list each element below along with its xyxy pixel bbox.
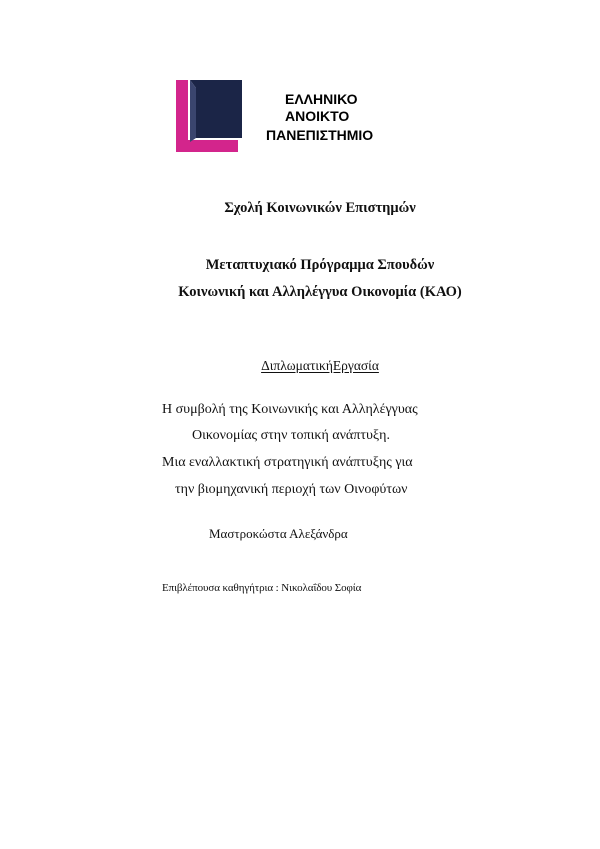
thesis-title-line3: Μια εναλλακτική στρατηγική ανάπτυξης για <box>162 455 413 470</box>
thesis-label: ΔιπλωματικήΕργασία <box>261 358 379 373</box>
university-name-line1: ΕΛΛΗΝΙΚΟ <box>285 91 358 107</box>
university-name-line2: ΑΝΟΙΚΤΟ <box>285 108 350 124</box>
author-name: Μαστροκώστα Αλεξάνδρα <box>209 526 348 541</box>
university-name-line3: ΠΑΝΕΠΙΣΤΗΜΙΟ <box>266 127 374 143</box>
thesis-title-line4: την βιομηχανική περιοχή των Οινοφύτων <box>175 482 408 497</box>
thesis-title-line1: Η συμβολή της Κοινωνικής και Αλληλέγγυας <box>162 402 418 417</box>
program-title-line2: Κοινωνική και Αλληλέγγυα Οικονομία (ΚΑΟ) <box>178 284 462 300</box>
school-name: Σχολή Κοινωνικών Επιστημών <box>224 200 416 216</box>
supervisor-line: Επιβλέπουσα καθηγήτρια : Νικολαΐδου Σοφία <box>162 582 362 594</box>
program-title-line1: Μεταπτυχιακό Πρόγραμμα Σπουδών <box>205 257 435 273</box>
eap-logo-icon <box>176 80 244 152</box>
thesis-title-line2: Οικονομίας στην τοπική ανάπτυξη. <box>192 428 390 443</box>
